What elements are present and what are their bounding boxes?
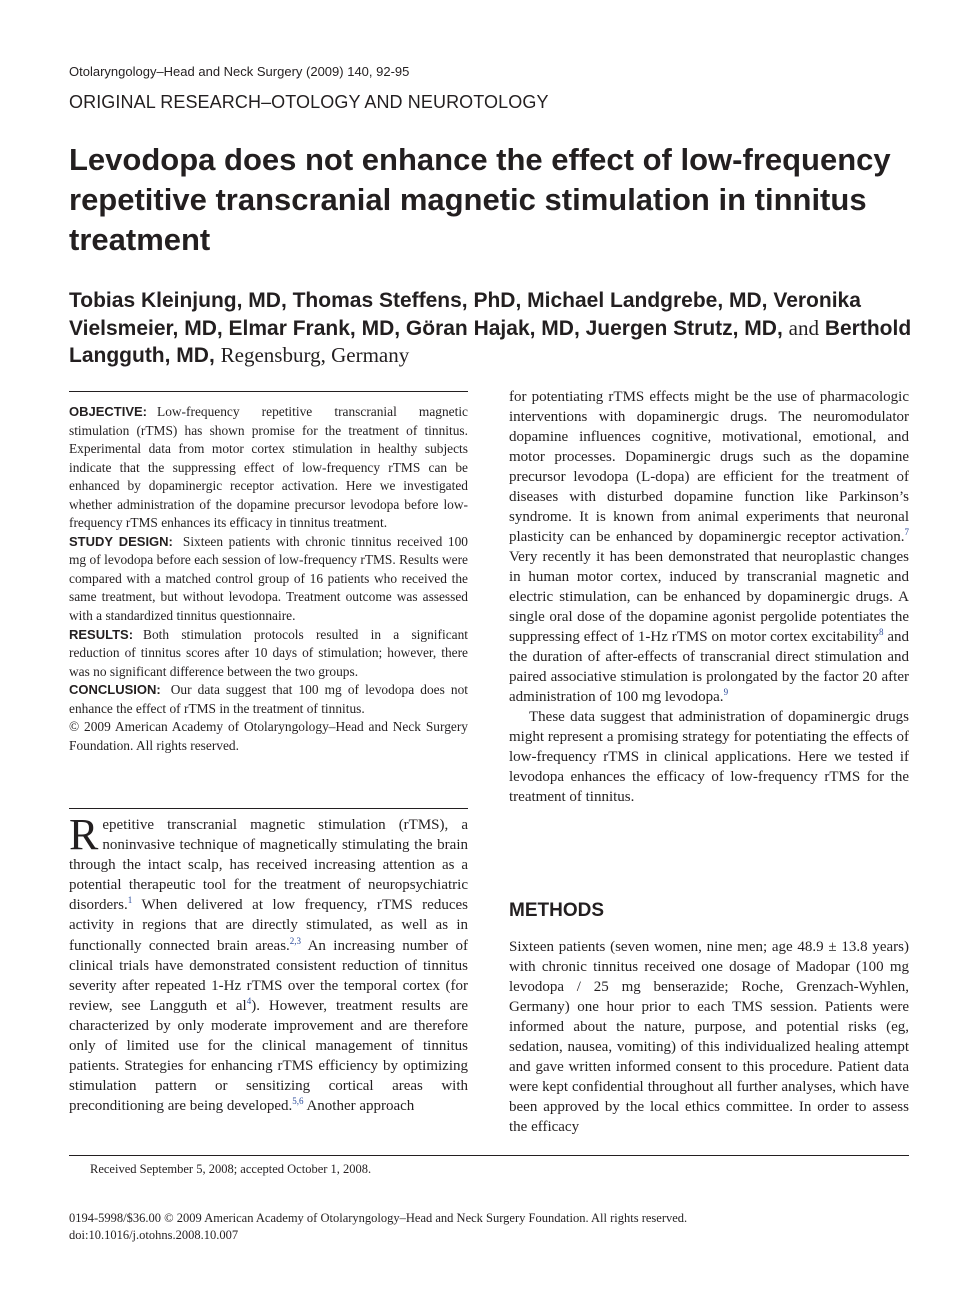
right-paragraph-2: These data suggest that administration of dopaminergic drugs might represent a promising strategy for potentiating the effects of low-frequency rTMS in clinical applications. Here we tested if levodopa enhances the efficacy of low-frequency rTMS for the treatment of tinnitus. [509, 709, 909, 805]
intro-text-5: Another approach [303, 1098, 415, 1115]
reference-9[interactable]: 9 [723, 687, 729, 697]
intro-text-2: When delivered at low frequency, rTMS reduces activity in regions that are directly stimulated, as well as in functionally connected brain areas. [69, 897, 468, 954]
affiliation: Regensburg, Germany [220, 343, 410, 367]
abstract-top-rule [69, 391, 468, 392]
authors-last: Berthold Langguth, MD, [69, 316, 912, 367]
reference-5-6[interactable]: 5,6 [292, 1096, 304, 1107]
footer-rule [69, 1155, 909, 1156]
doi[interactable]: doi:10.1016/j.otohns.2008.10.007 [69, 1228, 239, 1242]
abstract-conclusion [69, 681, 468, 718]
abstract-bottom-rule [69, 808, 468, 809]
objective-text: Low-frequency repetitive transcranial magnetic stimulation (rTMS) has shown promise for the treatment of tinnitus. Experimental data from motor cortex stimulation in healthy subjects indicate that the suppressing effect of low-frequency rTMS can be enhanced by dopaminergic receptor activation. Here we investigated whether administration of the dopamine precursor levodopa before low-frequency rTMS enhances its efficacy in tinnitus treatment. [69, 404, 468, 531]
authors-main: Tobias Kleinjung, MD, Thomas Steffens, PhD, Michael Landgrebe, MD, Veronika Vielsmeier, MD, Elmar Frank, MD, Göran Hajak, MD, Juergen Strutz, MD, [69, 289, 861, 340]
intro-paragraph [69, 810, 468, 1116]
author-list [69, 287, 929, 370]
introduction-text [69, 810, 468, 1116]
article-title: Levodopa does not enhance the effect of low-frequency repetitive transcranial magnetic stimulation in tinnitus treatment [69, 142, 891, 257]
reference-7[interactable]: 7 [904, 527, 909, 537]
methods-text [509, 937, 909, 1137]
reference-1[interactable]: 1 [127, 895, 133, 906]
intro-text-3: An increasing number of clinical trials have demonstrated consistent reduction of tinnitus severity after repeated 1-Hz rTMS over the temporal cortex (for review, see Langguth et al [69, 937, 468, 1014]
right-text-3: and the duration of after-effects of transcranial direct stimulation and paired associative stimulation is prolongated by the factor 20 after administration of 100 mg levodopa. [509, 629, 909, 705]
intro-text-4: ). However, treatment results are characterized by only moderate improvement and are therefore only of limited use for the clinical management of tinnitus patients. Strategies for enhancing rTMS efficiency by optimizing stimulation pattern or sensitizing cortical areas with preconditioning are being developed. [69, 997, 468, 1115]
abstract-results [69, 626, 468, 682]
objective-label: OBJECTIVE: [69, 404, 148, 419]
methods-paragraph: Sixteen patients (seven women, nine men; age 48.9 ± 13.8 years) with chronic tinnitus received one dosage of Madopar (100 mg levodopa / 25 mg benserazide; Roche, Grenzach-Wyhlen, Germany) one hour prior to each TMS session. Patients were informed about the nature, purpose, and potential risks (eg, sedation, nausea, vomiting) of this individualized healing attempt and gave written informed consent to this procedure. Patient data were kept confidential throughout all further analyses, which have been approved by the local ethics committee. In order to assess the efficacy [509, 939, 909, 1135]
received-dates: Received September 5, 2008; accepted October 1, 2008. [90, 1162, 372, 1176]
results-text: Both stimulation protocols resulted in a significant reduction of tinnitus scores after 10 days of stimulation; however, there was no significant difference between the two groups. [69, 626, 468, 679]
authors-conjunction: and [788, 315, 819, 340]
abstract [69, 403, 468, 755]
methods-heading: METHODS [509, 900, 604, 921]
reference-8[interactable]: 8 [878, 627, 884, 637]
design-label: STUDY DESIGN: [69, 533, 173, 549]
section-label: ORIGINAL RESEARCH–OTOLOGY AND NEUROTOLOGY [69, 92, 549, 112]
intro-text-1: epetitive transcranial magnetic stimulation (rTMS), a noninvasive technique of magnetically stimulating the brain through the intact scalp, has received increasing attention as a potential therapeutic tool for the treatment of neuropsychiatric disorders. [69, 817, 468, 914]
reference-4[interactable]: 4 [246, 995, 252, 1006]
right-text-1: for potentiating rTMS effects might be the use of pharmacologic interventions with dopaminergic drugs. The neuromodulator dopamine influences cognitive, motivational, emotional, and motor processes. Dopaminergic drugs such as the dopamine precursor levodopa (L-dopa) are efficient for the treatment of diseases with disturbed dopamine function like Parkinson’s syndrome. It is known from animal experiments that neuronal plasticity can be enhanced by dopaminergic receptor activation. [509, 389, 909, 545]
abstract-objective [69, 403, 468, 533]
abstract-design [69, 533, 468, 626]
reference-2-3[interactable]: 2,3 [289, 935, 302, 946]
drop-cap: R [69, 810, 99, 859]
design-text: Sixteen patients with chronic tinnitus received 100 mg of levodopa before each session of low-frequency rTMS. Results were compared with a matched control group of 16 patients who received the same treatment, but without levodopa. Treatment outcome was assessed with a standardized tinnitus questionnaire. [69, 533, 469, 624]
right-paragraph-1 [509, 387, 909, 707]
conclusion-label: CONCLUSION: [69, 682, 161, 698]
conclusion-text: Our data suggest that 100 mg of levodopa does not enhance the effect of rTMS in the treatment of tinnitus. [69, 682, 468, 716]
right-column-text [509, 387, 909, 807]
abstract-copyright: © 2009 American Academy of Otolaryngology–Head and Neck Surgery Foundation. All rights reserved. [69, 719, 468, 753]
issn-copyright: 0194-5998/$36.00 © 2009 American Academy of Otolaryngology–Head and Neck Surgery Foundation. All rights reserved. [69, 1211, 688, 1225]
results-label: RESULTS: [69, 626, 134, 642]
journal-citation: Otolaryngology–Head and Neck Surgery (2009) 140, 92-95 [69, 64, 410, 79]
right-text-2: Very recently it has been demonstrated that neuroplastic changes in human motor cortex, induced by transcranial magnetic and electric stimulation, can be enhanced by dopaminergic drugs. A single oral dose of the dopamine agonist pergolide potentiates the suppressing effect of 1-Hz rTMS on motor cortex excitability [509, 549, 909, 645]
